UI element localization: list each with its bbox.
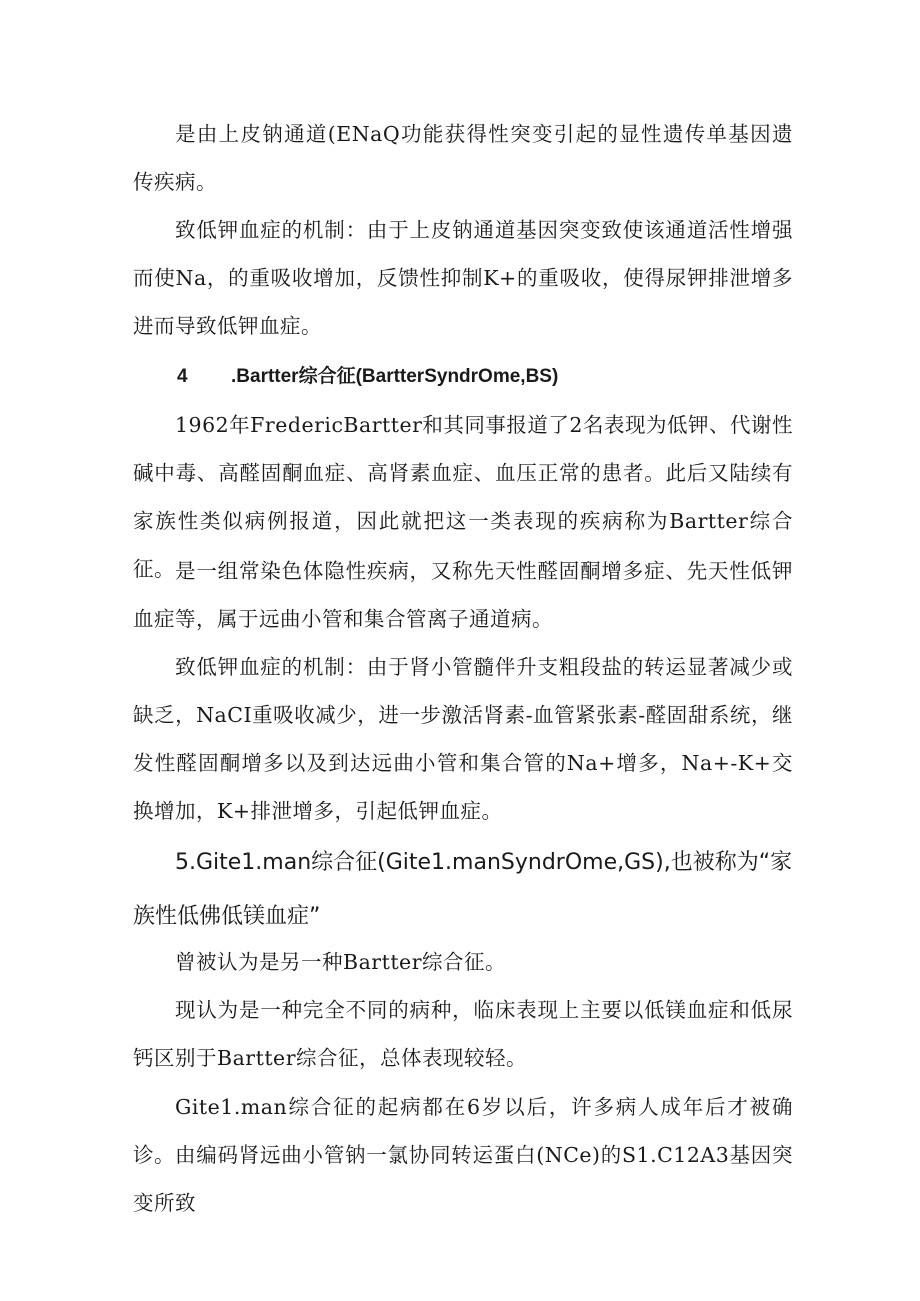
paragraph-liddle-description: 是由上皮钠通道(ENaQ功能获得性突变引起的显性遗传单基因遗传疾病。 [133,122,793,194]
paragraph-bartter-definition: 是一组常染色体隐性疾病，又称先天性醛固酮增多症、先天性低钾血症等，属于远曲小管和集合管离子通道病。 [133,559,793,631]
paragraph-liddle-mechanism: 致低钾血症的机制：由于上皮钠通道基因突变致使该通道活性增强而使Na，的重吸收增加，反馈性抑制K+的重吸收，使得尿钾排泄增多进而导致低钾血症。 [133,218,793,338]
section-4-heading: .Bartter综合征(BartterSyndrOme,BS) [231,366,559,387]
paragraph-gitelman-gene: 由编码肾远曲小管钠一氯协同转运蛋白(NCe)的S1.C12A3基因突变所致 [133,1143,793,1215]
paragraph-gitelman-onset: Gite1.man综合征的起病都在6岁以后，许多病人成年后才被确诊。 [133,1095,793,1167]
section-4-number: 4 [177,366,188,387]
section-5-heading: 5.Gite1.man综合征(Gite1.manSyndrOme,GS),也被称为“家族性低佛低镁血症” [133,850,793,929]
paragraph-gitelman-history: 曾被认为是另一种Bartter综合征。 [175,950,506,974]
paragraph-bartter-mechanism: 致低钾血症的机制：由于肾小管髓伴升支粗段盐的转运显著减少或缺乏，NaCI重吸收减少，进一步激活肾素-血管紧张素-醛固甜系统，继发性醛固酮增多以及到达远曲小管和集合管的Na+增多，Na+-K+交换增加，K+排泄增多，引起低钾血症。 [133,655,793,823]
paragraph-gitelman-difference: 现认为是一种完全不同的病种，临床表现上主要以低镁血症和低尿钙区别于Bartter综合征，总体表现较轻。 [133,998,793,1070]
paragraph-bartter-history: 1962年FredericBartter和其同事报道了2名表现为低钾、代谢性碱中毒、高醛固酮血症、高肾素血症、血压正常的患者。此后又陆续有家族性类似病例报道，因此就把这一类表现的疾病称为Bartter综合征。 [133,413,793,581]
